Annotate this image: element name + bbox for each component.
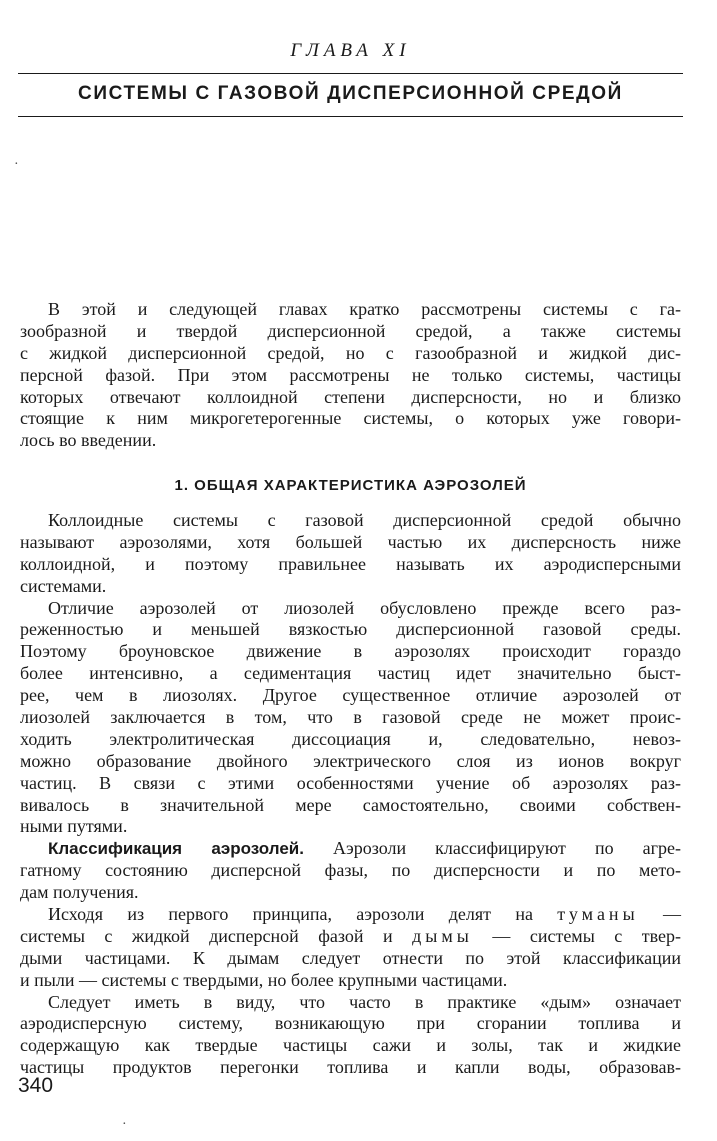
intro-line: которых отвечают коллоидной степени дисперсности, но и близко <box>20 386 681 407</box>
intro-line: зообразной и твердой дисперсионной средой, а также системы <box>20 320 681 341</box>
intro-line: стоящие к ним микрогетерогенные системы, о которых уже говори- <box>20 408 681 429</box>
body-line: называют аэрозолями, хотя большей частью их дисперсность ниже <box>20 531 681 552</box>
section-heading: 1. ОБЩАЯ ХАРАКТЕРИСТИКА АЭРОЗОЛЕЙ <box>174 477 527 494</box>
body-line: гатному состоянию дисперсной фазы, по дисперсности и по мето- <box>20 860 681 881</box>
classification-line <box>20 838 681 860</box>
body-line: частиц. В связи с этими особенностями учение об аэрозолях раз- <box>20 772 681 793</box>
body-line: частицы продуктов перегонки топлива и капли воды, образовав- <box>20 1057 681 1078</box>
body-line: рее, чем в лиозолях. Другое существенное отличие аэрозолей от <box>20 685 681 706</box>
fog-line-post: — <box>638 904 681 925</box>
body-line: лиозолей заключается в том, что в газовой среде не может проис- <box>20 707 681 728</box>
body-line: реженностью и меньшей вязкостью дисперсионной газовой среды. <box>20 619 681 640</box>
smoke-line-post: — системы с твер- <box>472 925 681 946</box>
page-number: 340 <box>18 1074 54 1097</box>
body-line: коллоидной, и поэтому правильнее называть их аэродисперсными <box>20 553 681 574</box>
body-line: и пыли — системы с твердыми, но более крупными частицами. <box>20 969 508 990</box>
body-line: дыми частицами. К дымам следует отнести по этой классификации <box>20 947 681 968</box>
chapter-title: СИСТЕМЫ С ГАЗОВОЙ ДИСПЕРСИОННОЙ СРЕДОЙ <box>78 83 623 104</box>
intro-line: персной фазой. При этом рассмотрены не только системы, частицы <box>20 364 681 385</box>
fog-line <box>20 904 681 926</box>
print-speck-top: · <box>14 157 19 172</box>
body-line: ходить электролитическая диссоциация и, следовательно, невоз- <box>20 728 681 749</box>
header-rule-top <box>18 73 683 74</box>
section-body <box>20 510 681 1079</box>
intro-line: В этой и следующей главах кратко рассмотрены системы с га- <box>48 299 681 319</box>
header-rule-bottom <box>18 116 683 117</box>
body-line: Поэтому броуновское движение в аэрозолях происходит гораздо <box>20 641 681 662</box>
body-line: вивалось в значительной мере самостоятельно, своими собствен- <box>20 794 681 815</box>
body-line: системами. <box>20 575 107 596</box>
term-fog: туманы <box>557 904 639 925</box>
body-line: аэродисперсную систему, возникающую при сгорании топлива и <box>20 1013 681 1034</box>
print-speck-bottom: · <box>122 1117 127 1132</box>
body-line: Отличие аэрозолей от лиозолей обусловлено прежде всего раз- <box>48 597 681 618</box>
body-line: ными путями. <box>20 816 128 837</box>
intro-line: с жидкой дисперсионной средой, но с газообразной и жидкой дис- <box>20 342 681 363</box>
smoke-line-pre: системы с жидкой дисперсной фазой и <box>20 925 413 946</box>
classification-rest: Аэрозоли классифицируют по агре- <box>303 838 682 859</box>
fog-line-pre: Исходя из первого принципа, аэрозоли делят на <box>48 904 558 925</box>
body-line: содержащую как твердые частицы сажи и золы, так и жидкие <box>20 1035 681 1056</box>
body-line: Следует иметь в виду, что часто в практике «дым» означает <box>48 991 681 1012</box>
body-line: дам получения. <box>20 882 139 903</box>
classification-lead: Классификация аэрозолей. <box>48 839 304 859</box>
chapter-label: ГЛАВА XI <box>290 40 411 61</box>
body-line: Коллоидные системы с газовой дисперсионной средой обычно <box>48 510 681 530</box>
smoke-line <box>20 926 681 948</box>
body-line: более интенсивно, а седиментация частиц идет значительно быст- <box>20 663 681 684</box>
intro-paragraph <box>20 299 681 452</box>
term-smoke: дымы <box>412 925 473 946</box>
body-line: можно образование двойного электрического слоя из ионов вокруг <box>20 750 681 771</box>
intro-line: лось во введении. <box>20 430 157 451</box>
